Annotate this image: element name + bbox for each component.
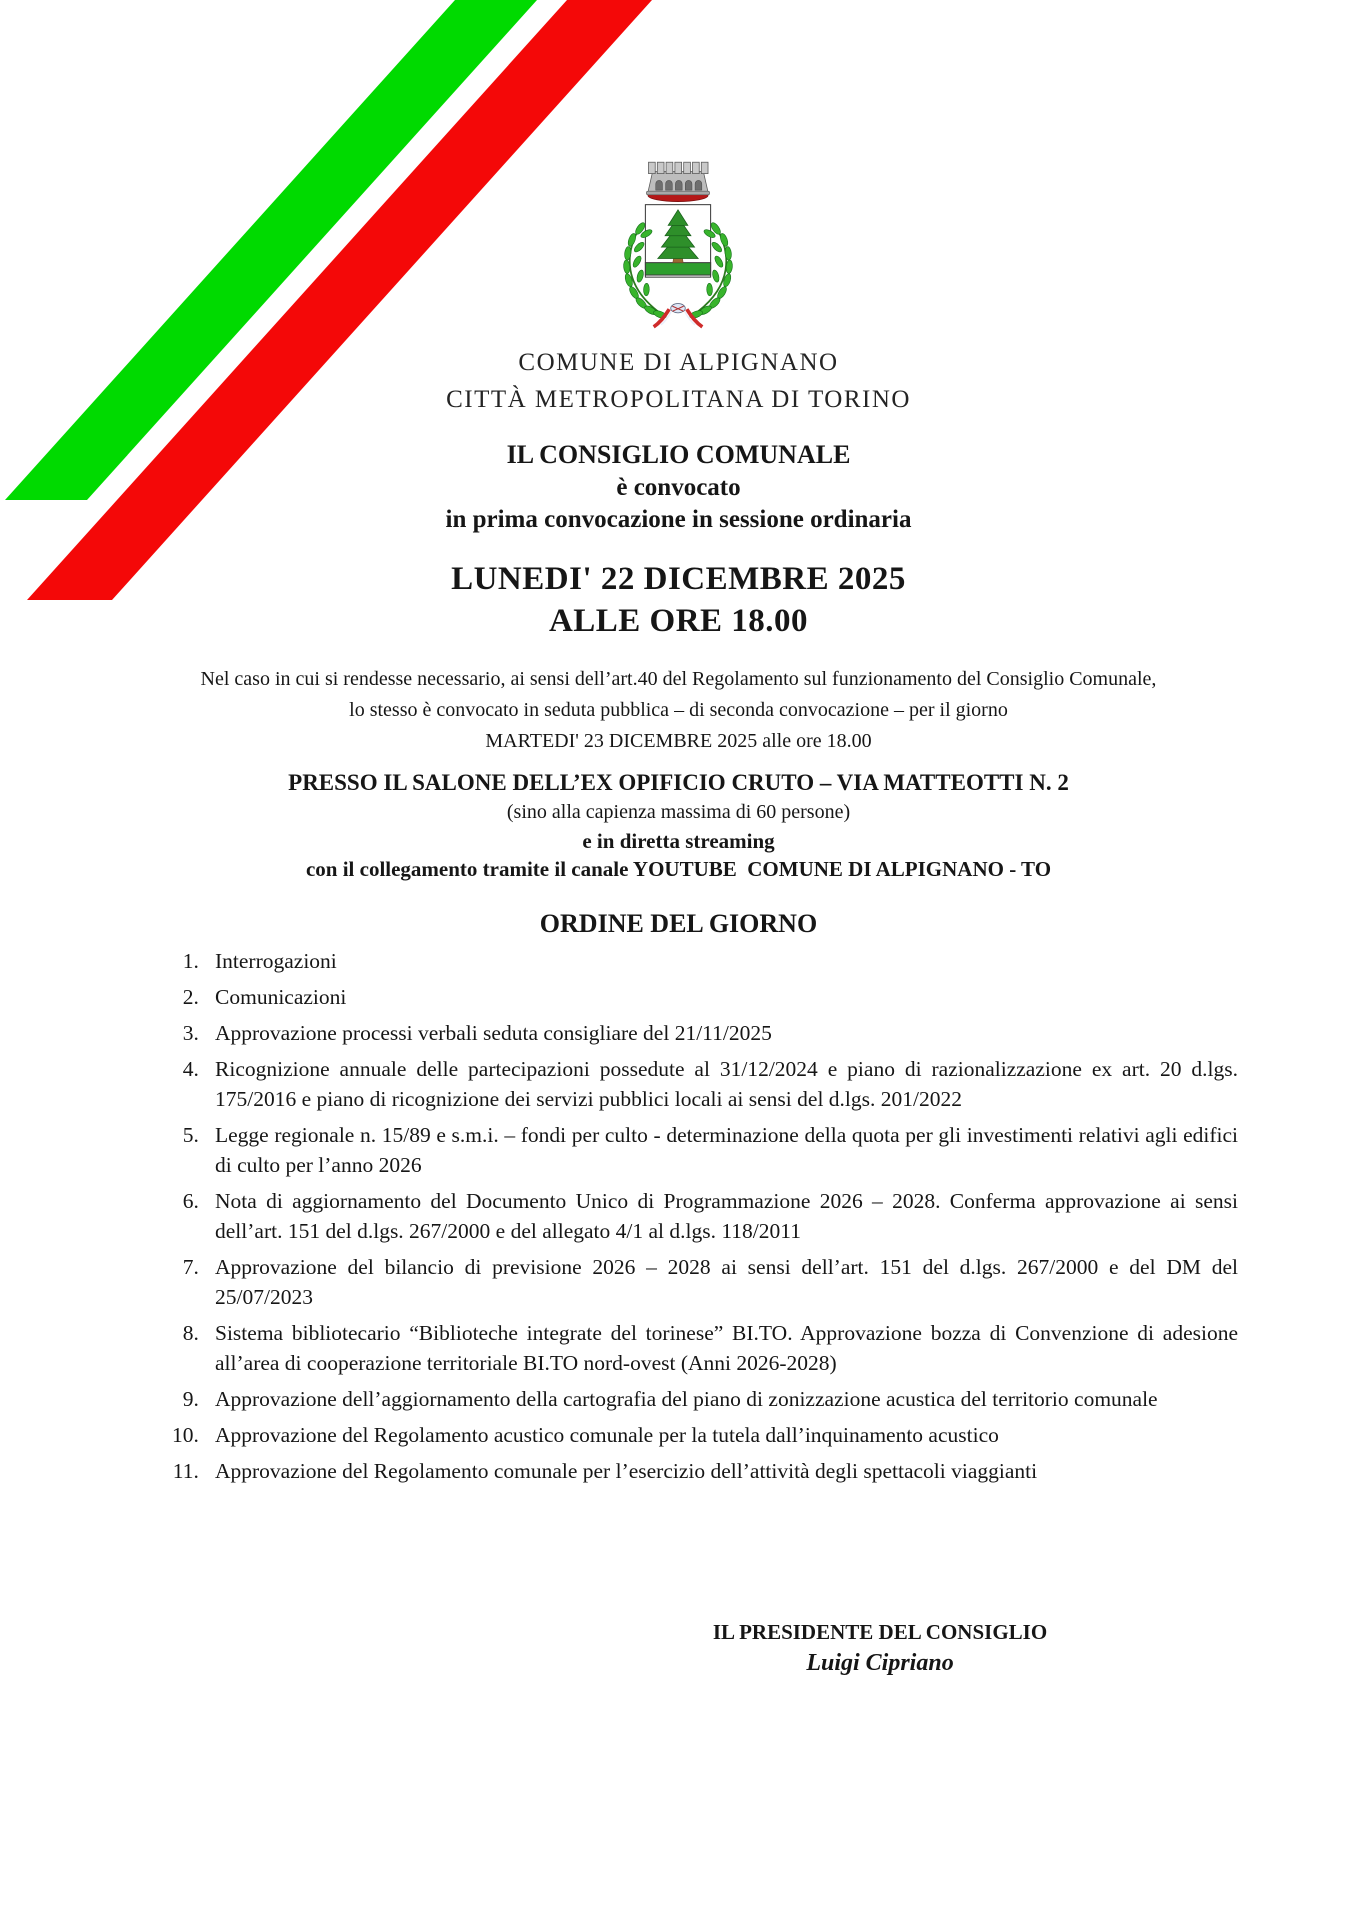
convocation-line2: è convocato — [616, 474, 741, 501]
meeting-date: LUNEDI' 22 DICEMBRE 2025 — [451, 561, 906, 597]
convocation-line3: in prima convocazione in sessione ordinaria — [445, 506, 912, 533]
agenda-item: 11. Approvazione del Regolamento comunale per l’esercizio dell’attività degli spettacoli viaggianti — [215, 1456, 1238, 1486]
italian-flag-ribbon — [0, 0, 700, 650]
meeting-time: ALLE ORE 18.00 — [548, 603, 809, 639]
youtube-channel-note: con il collegamento tramite il canale YOUTUBE COMUNE DI ALPIGNANO - TO — [305, 857, 1052, 881]
agenda-item: 8. Sistema bibliotecario “Biblioteche integrate del torinese” BI.TO. Approvazione bozza di Convenzione di adesione all’area di cooperazione territoriale BI.TO nord-ovest (Anni 2026-2028) — [215, 1318, 1238, 1378]
province-name: CITTÀ METROPOLITANA DI TORINO — [446, 386, 911, 413]
agenda-item: 3. Approvazione processi verbali seduta consigliare del 21/11/2025 — [215, 1018, 1238, 1048]
signature-block — [630, 1620, 1130, 1677]
agenda-title: ORDINE DEL GIORNO — [539, 909, 818, 938]
agenda-list — [0, 946, 1238, 1492]
agenda-item: 2. Comunicazioni — [215, 982, 1238, 1012]
venue-capacity: (sino alla capienza massima di 60 persone) — [506, 801, 851, 823]
agenda-item: 5. Legge regionale n. 15/89 e s.m.i. – fondi per culto - determinazione della quota per gli investimenti relativi agli edifici di culto per l’anno 2026 — [215, 1120, 1238, 1180]
second-call-line2: lo stesso è convocato in seduta pubblica – di seconda convocazione – per il giorno — [349, 699, 1008, 721]
streaming-note: e in diretta streaming — [582, 829, 775, 853]
agenda-item: 6. Nota di aggiornamento del Documento Unico di Programmazione 2026 – 2028. Conferma approvazione ai sensi dell’art. 151 del d.lgs. 267/2000 e del allegato 4/1 al d.lgs. 118/2011 — [215, 1186, 1238, 1246]
agenda-item: 7. Approvazione del bilancio di previsione 2026 – 2028 ai sensi dell’art. 151 del d.lgs. 267/2000 e del DM del 25/07/2023 — [215, 1252, 1238, 1312]
coat-of-arms — [608, 156, 748, 332]
mural-crown-icon — [646, 162, 709, 201]
agenda-item: 1. Interrogazioni — [215, 946, 1238, 976]
agenda-item: 9. Approvazione dell’aggiornamento della cartografia del piano di zonizzazione acustica del territorio comunale — [215, 1384, 1238, 1414]
agenda-item: 4. Ricognizione annuale delle partecipazioni possedute al 31/12/2024 e piano di razionalizzazione ex art. 20 d.lgs. 175/2016 e piano di ricognizione dei servizi pubblici locali ai sensi del d.lgs. 201/2022 — [215, 1054, 1238, 1114]
signature-role: IL PRESIDENTE DEL CONSIGLIO — [712, 1620, 1048, 1644]
signature-name: Luigi Cipriano — [806, 1650, 954, 1676]
second-call-date: MARTEDI' 23 DICEMBRE 2025 alle ore 18.00 — [485, 730, 872, 752]
shield-icon — [645, 205, 710, 277]
second-call-line1: Nel caso in cui si rendesse necessario, ai sensi dell’art.40 del Regolamento sul funzionamento del Consiglio Comunale, — [200, 668, 1157, 690]
venue-location: PRESSO IL SALONE DELL’EX OPIFICIO CRUTO – VIA MATTEOTTI N. 2 — [288, 770, 1069, 795]
flag-green-stripe — [5, 0, 537, 500]
convocation-title: IL CONSIGLIO COMUNALE — [506, 440, 851, 469]
municipality-name: COMUNE DI ALPIGNANO — [518, 349, 839, 376]
agenda-item: 10. Approvazione del Regolamento acustico comunale per la tutela dall’inquinamento acustico — [215, 1420, 1238, 1450]
